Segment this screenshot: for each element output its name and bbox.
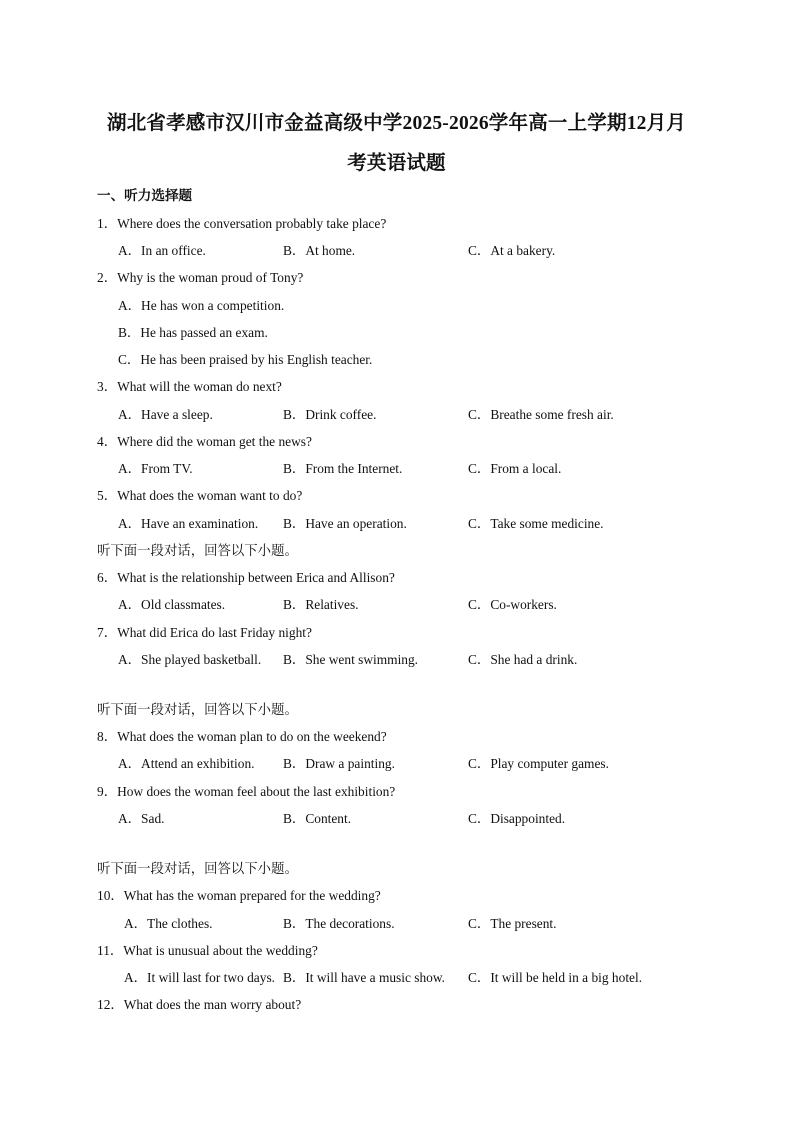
q7-option-c: C．She had a drink. [468,652,578,667]
q5-option-c: C．Take some medicine. [468,516,604,531]
question-10: 10．What has the woman prepared for the wedding? [97,888,381,903]
q3-option-b: B．Drink coffee. [283,407,377,422]
q6-option-c: C．Co-workers. [468,597,557,612]
dialogue-instruction: 听下面一段对话，回答以下小题。 [97,861,298,876]
q10-option-a: A．The clothes. [124,916,213,931]
q3-option-a: A．Have a sleep. [118,407,213,422]
q11-option-b: B．It will have a music show. [283,970,446,985]
q9-option-a: A．Sad. [118,811,165,826]
section-heading-listening: 一、听力选择题 [97,188,193,203]
question-6: 6．What is the relationship between Erica and Allison? [97,570,395,585]
q5-option-a: A．Have an examination. [118,516,259,531]
dialogue-instruction: 听下面一段对话，回答以下小题。 [97,543,298,558]
q4-option-c: C．From a local. [468,461,562,476]
q7-option-a: A．She played basketball. [118,652,262,667]
q1-option-b: B．At home. [283,243,356,258]
q7-option-b: B．She went swimming. [283,652,419,667]
q3-option-c: C．Breathe some fresh air. [468,407,614,422]
document-title-line2: 考英语试题 [347,153,446,174]
q1-option-a: A．In an office. [118,243,206,258]
document-title-line1: 湖北省孝感市汉川市金益高级中学2025-2026学年高一上学期12月月 [107,113,686,134]
question-12: 12．What does the man worry about? [97,997,302,1012]
question-1: 1．Where does the conversation probably take place? [97,216,387,231]
question-4: 4．Where did the woman get the news? [97,434,312,449]
q10-option-b: B．The decorations. [283,916,395,931]
q1-option-c: C．At a bakery. [468,243,556,258]
question-7: 7．What did Erica do last Friday night? [97,625,312,640]
q4-option-a: A．From TV. [118,461,193,476]
question-3: 3．What will the woman do next? [97,379,282,394]
q11-option-a: A．It will last for two days. [124,970,275,985]
question-2: 2．Why is the woman proud of Tony? [97,270,304,285]
q4-option-b: B．From the Internet. [283,461,403,476]
dialogue-instruction: 听下面一段对话，回答以下小题。 [97,702,298,717]
q8-option-b: B．Draw a painting. [283,756,395,771]
question-5: 5．What does the woman want to do? [97,488,303,503]
q10-option-c: C．The present. [468,916,557,931]
q9-option-c: C．Disappointed. [468,811,566,826]
q9-option-b: B．Content. [283,811,352,826]
q2-option-b: B．He has passed an exam. [118,325,268,340]
q2-option-c: C．He has been praised by his English teacher. [118,352,373,367]
question-9: 9．How does the woman feel about the last exhibition? [97,784,396,799]
q8-option-c: C．Play computer games. [468,756,609,771]
q8-option-a: A．Attend an exhibition. [118,756,255,771]
q6-option-a: A．Old classmates. [118,597,226,612]
q2-option-a: A．He has won a competition. [118,298,285,313]
question-8: 8．What does the woman plan to do on the weekend? [97,729,387,744]
question-11: 11．What is unusual about the wedding? [97,943,318,958]
q6-option-b: B．Relatives. [283,597,359,612]
q5-option-b: B．Have an operation. [283,516,407,531]
q11-option-c: C．It will be held in a big hotel. [468,970,643,985]
